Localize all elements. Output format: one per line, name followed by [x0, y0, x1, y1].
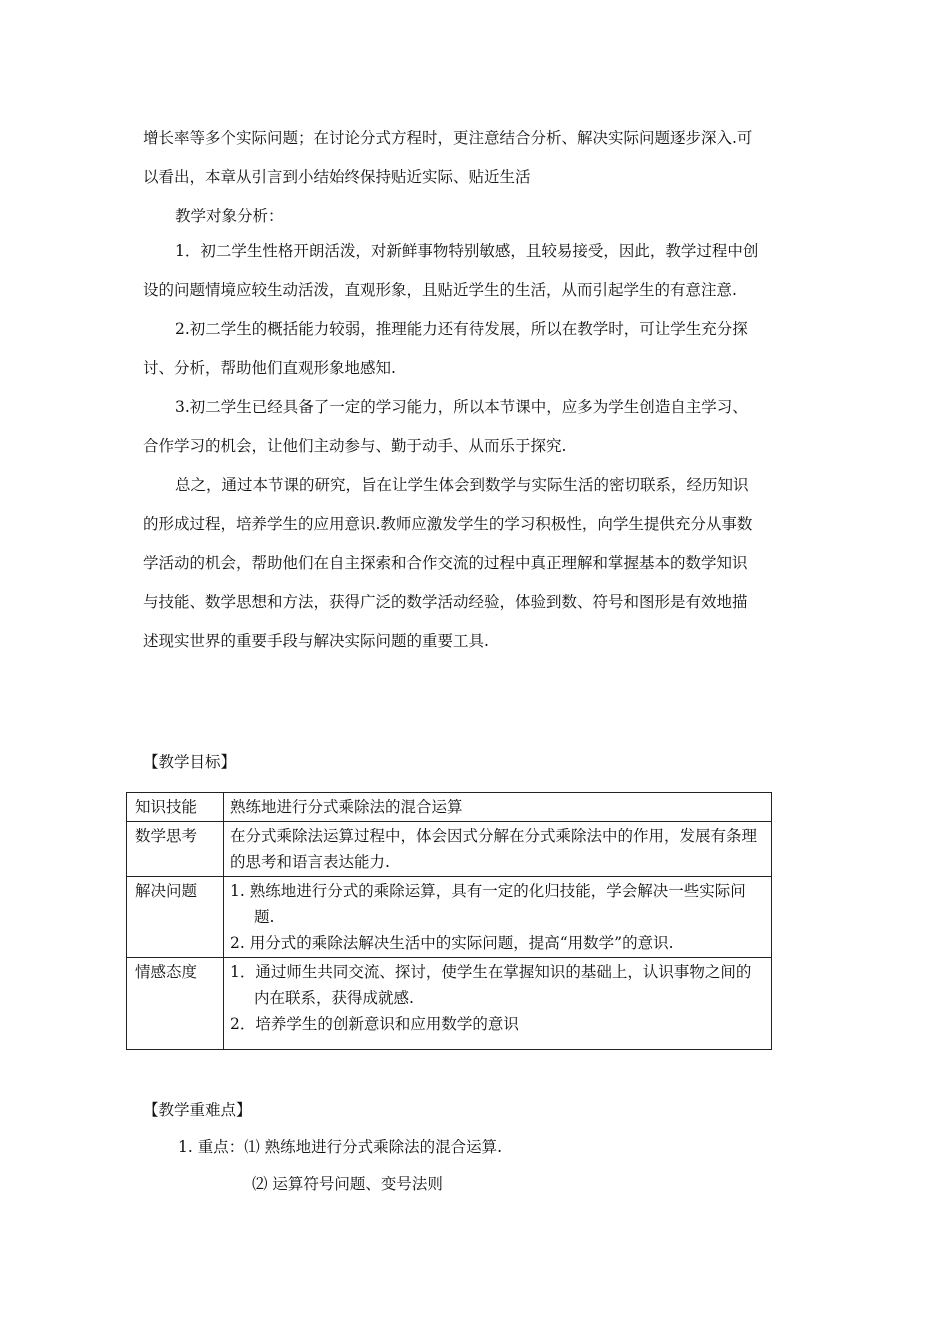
goal-label: 知识技能 [127, 793, 224, 822]
summary-paragraph: 的形成过程，培养学生的应用意识.教师应激发学生的学习积极性，向学生提供充分从事数 [143, 515, 753, 533]
keypoints-heading: 【教学重难点】 [143, 1101, 252, 1119]
goal-items [224, 877, 772, 958]
goals-heading: 【教学目标】 [143, 753, 237, 771]
intro-line: 以看出，本章从引言到小结始终保持贴近实际、贴近生活 [143, 168, 531, 186]
goal-label: 解决问题 [127, 877, 224, 958]
goal-text: 在分式乘除法运算过程中，体会因式分解在分式乘除法中的作用，发展有条理的思考和语言表达能力. [224, 822, 772, 877]
goal-item: 2．培养学生的创新意识和应用数学的意识 [230, 1015, 519, 1033]
goal-item: 1. 熟练地进行分式的乘除运算，具有一定的化归技能，学会解决一些实际问题. [230, 882, 746, 926]
goal-items [224, 958, 772, 1050]
analysis-paragraph-1: 1．初二学生性格开朗活泼，对新鲜事物特别敏感，且较易接受，因此，教学过程中创 [175, 242, 759, 260]
keypoint-line: ⑵ 运算符号问题、变号法则 [252, 1175, 443, 1193]
goals-table [126, 792, 772, 1050]
table-row [127, 958, 772, 1050]
analysis-paragraph-2: 2.初二学生的概括能力较弱，推理能力还有待发展，所以在教学时，可让学生充分探 [175, 320, 748, 338]
table-row [127, 822, 772, 877]
analysis-heading: 教学对象分析： [175, 207, 284, 225]
summary-paragraph: 总之，通过本节课的研究，旨在让学生体会到数学与实际生活的密切联系，经历知识 [175, 476, 749, 494]
summary-paragraph: 述现实世界的重要手段与解决实际问题的重要工具. [143, 632, 489, 650]
intro-line: 增长率等多个实际问题；在讨论分式方程时，更注意结合分析、解决实际问题逐步深入.可 [143, 129, 753, 147]
analysis-paragraph-1: 设的问题情境应较生动活泼，直观形象，且贴近学生的生活，从而引起学生的有意注意. [143, 281, 737, 299]
goal-item: 1．通过师生共同交流、探讨，使学生在掌握知识的基础上，认识事物之间的内在联系，获得成就感. [230, 963, 752, 1007]
table-row [127, 793, 772, 822]
analysis-paragraph-3: 合作学习的机会，让他们主动参与、勤于动手、从而乐于探究. [143, 437, 567, 455]
summary-paragraph: 与技能、数学思想和方法，获得广泛的数学活动经验，体验到数、符号和图形是有效地描 [143, 593, 748, 611]
summary-paragraph: 学活动的机会，帮助他们在自主探索和合作交流的过程中真正理解和掌握基本的数学知识 [143, 554, 748, 572]
keypoint-line: 1. 重点：⑴ 熟练地进行分式乘除法的混合运算. [178, 1138, 503, 1156]
analysis-paragraph-3: 3.初二学生已经具备了一定的学习能力，所以本节课中，应多为学生创造自主学习、 [175, 398, 748, 416]
table-row [127, 877, 772, 958]
goal-label: 数学思考 [127, 822, 224, 877]
analysis-paragraph-2: 讨、分析，帮助他们直观形象地感知. [143, 359, 396, 377]
goal-item: 2. 用分式的乘除法解决生活中的实际问题，提高“用数学”的意识. [230, 934, 674, 952]
goal-text: 熟练地进行分式乘除法的混合运算 [224, 793, 772, 822]
goal-label: 情感态度 [127, 958, 224, 1050]
